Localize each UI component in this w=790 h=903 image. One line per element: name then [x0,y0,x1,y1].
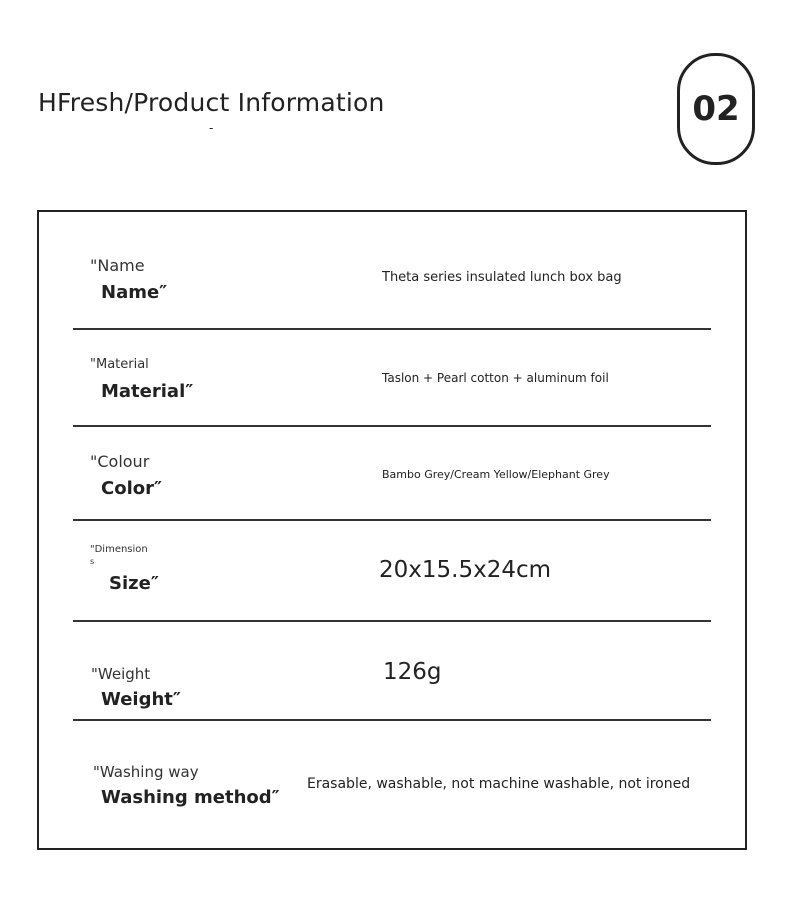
row-washing-value: Erasable, washable, not machine washable, not ironed [307,776,691,792]
row-material-label-small: "Material [90,357,149,372]
row-colour-label-small: "Colour [90,452,150,471]
row-weight-value: 126g [383,659,442,685]
row-divider [73,620,711,622]
row-name-label: Name″ [101,282,168,303]
page-number-badge: 02 [677,53,755,165]
row-colour-label: Color″ [101,478,163,499]
product-info-card [37,210,747,850]
row-weight-label-small: "Weight [91,665,151,683]
row-divider [73,328,711,330]
row-washing-label-small: "Washing way [93,763,199,781]
row-divider [73,425,711,427]
row-size-label-small-2: s [90,557,95,566]
title-mark: - [209,121,214,135]
row-material-label: Material″ [101,381,194,402]
row-colour-value: Bambo Grey/Cream Yellow/Elephant Grey [382,468,610,481]
row-washing-label: Washing method″ [101,787,280,808]
row-size-value: 20x15.5x24cm [379,557,552,583]
row-name-value: Theta series insulated lunch box bag [382,270,622,285]
row-size-label: Size″ [109,573,159,594]
row-size-label-small: "Dimension [90,544,148,555]
row-name-label-small: "Name [90,256,145,275]
row-weight-label: Weight″ [101,689,181,710]
row-divider [73,719,711,721]
row-material-value: Taslon + Pearl cotton + aluminum foil [382,371,609,385]
row-divider [73,519,711,521]
page-title: HFresh/Product Information [38,88,385,117]
